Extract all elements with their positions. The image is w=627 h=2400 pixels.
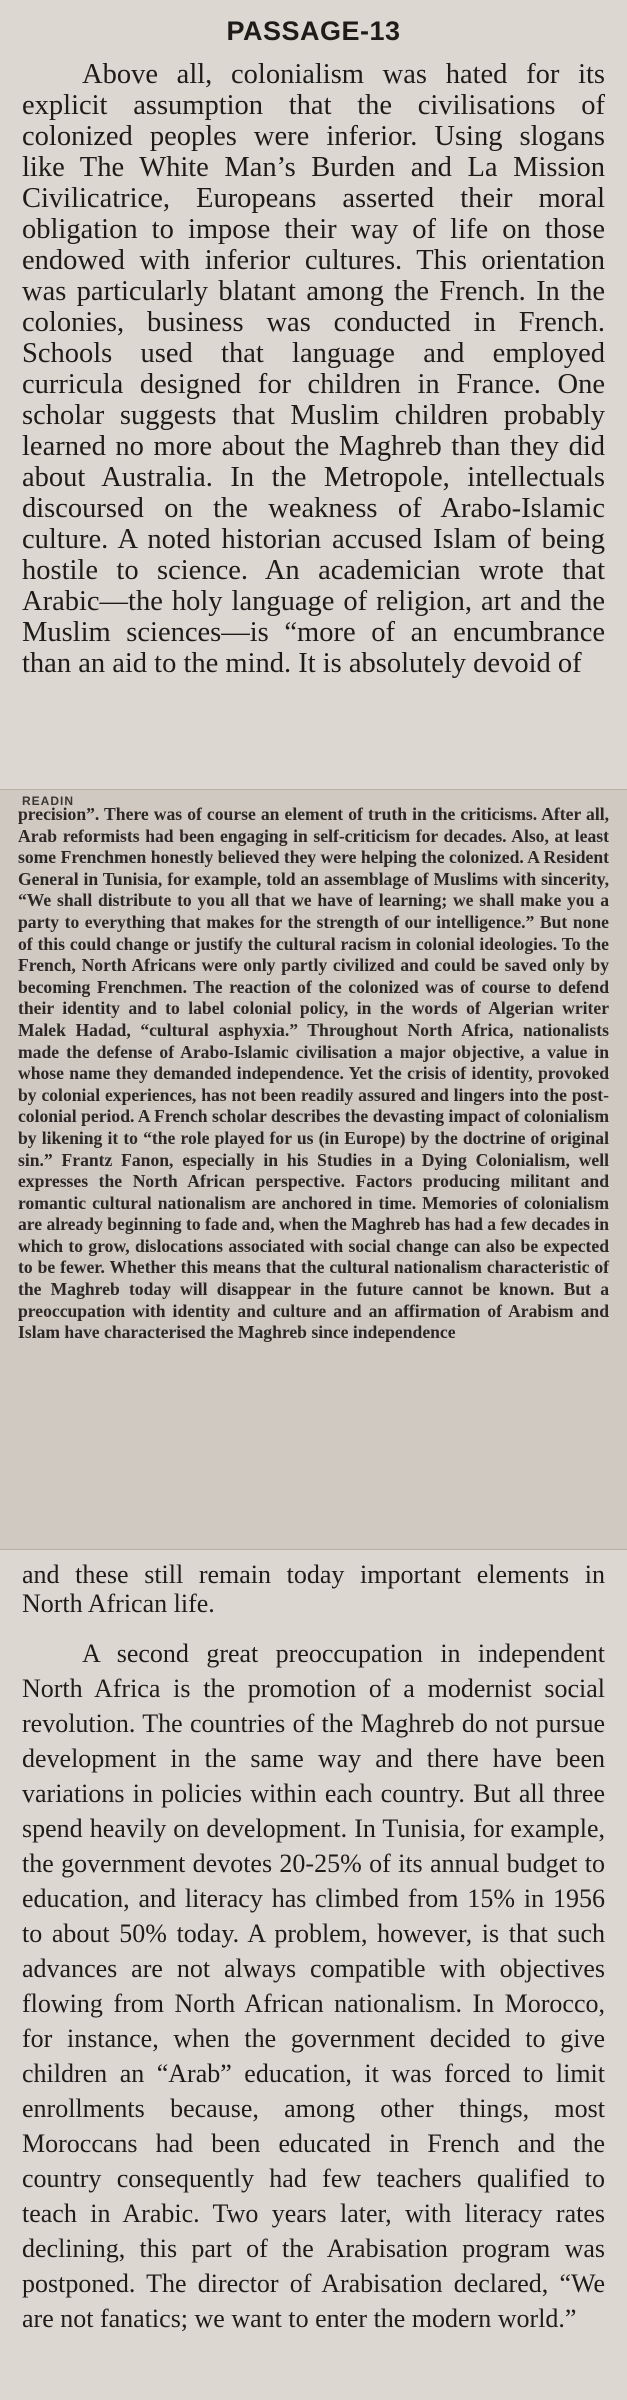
passage-title: PASSAGE-13 [226,16,401,46]
section3-paragraph-continuation: and these still remain today important elements in North African life. [22,1560,605,1618]
section3-paragraph: A second great preoccupation in independent North Africa is the promotion of a modernist social revolution. The countries of the Maghreb do not pursue development in the same way and there have been variations in policies within each country. But all three spend heavily on development. In Tunisia, for example, the government devotes 20-25% of its annual budget to education, and literacy has climbed from 15% in 1956 to about 50% today. A problem, however, is that such advances are not always compatible with objectives flowing from North African nationalism. In Morocco, for instance, when the government decided to give children an “Arab” education, it was forced to limit enrollments because, among other things, most Moroccans had been educated in French and the country consequently had few teachers qualified to teach in Arabic. Two years later, with literacy rates declining, this part of the Arabisation program was postponed. The director of Arabisation declared, “We are not fanatics; we want to enter the modern world.” [22,1639,605,2333]
passage-section-1 [0,0,627,790]
section1-paragraph: Above all, colonialism was hated for its explicit assumption that the civilisations of colonized peoples were inferior. Using slogans like The White Man’s Burden and La Mission Civilicatrice, Europeans asserted their moral obligation to impose their way of life on those endowed with inferior cultures. This orientation was particularly blatant among the French. In the colonies, business was conducted in French. Schools used that language and employed curricula designed for children in France. One scholar suggests that Muslim children probably learned no more about the Maghreb than they did about Australia. In the Metropole, intellectuals discoursed on the weakness of Arabo-Islamic culture. A noted historian accused Islam of being hostile to science. An academician wrote that Arabic—the holy language of religion, art and the Muslim sciences—is “more of an encumbrance than an aid to the mind. It is absolutely devoid of [22,59,605,679]
section2-paragraph: precision”. There was of course an element of truth in the criticisms. After all, Arab reformists had been engaging in self-criticism for decades. Also, at least some Frenchmen honestly believed they were helping the colonized. A Resident General in Tunisia, for example, told an assemblage of Muslims with sincerity, “We shall distribute to you all that we have of learning; we shall make you a party to everything that makes for the strength of our intelligence.” But none of this could change or justify the cultural racism in colonial ideologies. To the French, North Africans were only partly civilized and could be saved only by becoming Frenchmen. The reaction of the colonized was of course to defend their identity and to label colonial policy, in the words of Algerian writer Malek Hadad, “cultural asphyxia.” Throughout North Africa, nationalists made the defense of Arabo-Islamic civilisation a major objective, a value in whose name they demanded independence. Yet the crisis of identity, provoked by colonial experiences, has not been readily assured and lingers into the post-colonial period. A French scholar describes the devasting impact of colonialism by likening it to “the role played for us (in Europe) by the doctrine of original sin.” Frantz Fanon, especially in his Studies in a Dying Colonialism, well expresses the North African perspective. Factors producing militant and romantic cultural nationalism are anchored in time. Memories of colonialism are already beginning to fade and, when the Maghreb has had a few decades in which to grow, dislocations associated with social change can also be expected to be fewer. Whether this means that the cultural nationalism characteristic of the Maghreb today will disappear in the future cannot be known. But a preoccupation with identity and culture and an affirmation of Arabism and Islam have characterised the Maghreb since independence [18,804,609,1343]
passage-section-2 [0,790,627,1550]
cut-header-fragment: READIN [22,794,75,808]
passage-section-3 [0,1550,627,2400]
